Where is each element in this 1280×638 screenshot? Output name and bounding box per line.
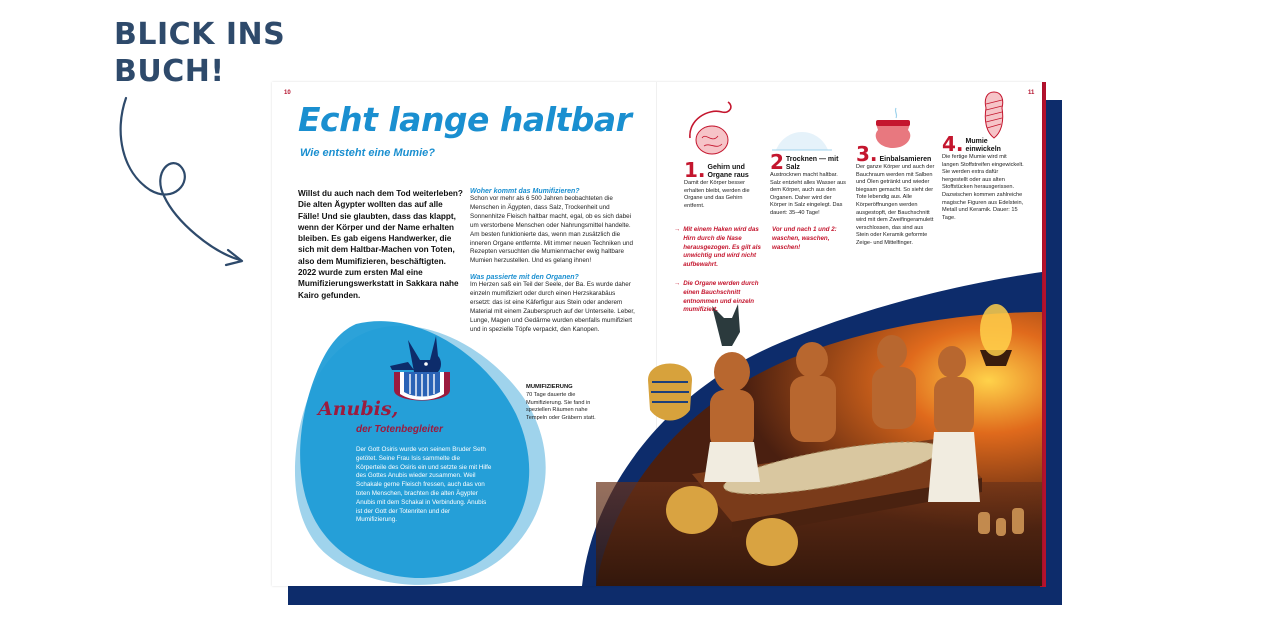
step-2-title: Trocknen — mit Salz (785, 156, 839, 171)
step-1-text: Damit der Körper besser erhalten bleibt, werden die Organe und das Gehirn entfernt. (684, 180, 750, 209)
brain-hook-icon (682, 98, 738, 158)
note-organs-text: Die Organe werden durch einen Bauchschnitt entnommen und einzeln mumifiziert. (683, 280, 759, 314)
illustration-panel (582, 242, 1042, 586)
intro-text: Willst du auch nach dem Tod weiterleben? Die alten Ägypter wollten das auf alle Fälle! Und sie glaubten, dass das klappt, wenn der Körper und der Name erhalten bleiben. Es gab eigens Handwerker, die sich mit dem Haltbar-Machen von Toten, also dem Mumifizieren, beschäftigten. 2022 wurde zum ersten Mal eine Mumifizierungswerkstatt in Sakkara nahe Kairo gefunden. (298, 189, 463, 300)
step-3 (856, 144, 936, 248)
section-text-organs: Im Herzen saß ein Teil der Seele, der Ba. Es wurde daher einzeln mumifiziert oder durch einen Herzskarabäus ersetzt: das ist eine Käferfigur aus Stein oder anderem Material mit einem Zauberspruch auf der Unterseite. Leber, Lunge, Magen und Gedärme wurden ebenfalls mumifiziert und in spezielle Töpfe verpackt, den Kanopen. (470, 281, 635, 333)
note-brain (674, 226, 764, 270)
caption-text: 70 Tage dauerte die Mumifizierung. Sie fand in speziellen Räumen nahe Tempeln oder Gräbern statt. (526, 392, 596, 421)
section-heading-organs: Was passierte mit den Organen? (470, 274, 579, 282)
note-organs (674, 280, 764, 315)
step-4-number: 4. (942, 132, 964, 156)
step-2 (770, 152, 846, 218)
step-1 (684, 160, 760, 210)
step-3-text: Der ganze Körper und auch der Bauchraum werden mit Salben und Ölen getränkt und wieder biegsam gemacht. So sieht der Tote lebendig aus. Alle Körperöffnungen werden ausgestopft, der Bauchschnitt wird mit dem Zweifingeramulett verschlossen, das sind aus Stein oder Keramik geformte Zeige- und Mittelfinger. (856, 164, 935, 246)
page-number-left: 10 (284, 90, 291, 96)
page-title: Echt lange haltbar (298, 100, 632, 139)
step-1-number: 1. (684, 158, 706, 182)
anubis-text: Der Gott Osiris wurde von seinem Bruder Seth getötet. Seine Frau Isis sammelte die Körperteile des Osiris ein und setzte sie mit Hilfe des Gottes Anubis wieder zusammen. Weil Schakale gerne Fleisch fressen, auch das von toten Menschen, brachten die alten Ägypter Anubis mit dem Schakal in Verbindung. Anubis ist der Gott der Totenriten und der Mumifizierung. (356, 446, 492, 524)
step-3-title: Einbalsamieren (879, 156, 932, 163)
page-number-right: 11 (1028, 90, 1035, 96)
step-4-text: Die fertige Mumie wird mit langen Stoffstreifen eingewickelt. Sie werden extra dafür hergestellt oder aus alten Stoffstücken herausgerissen. Dazwischen kommen zahlreiche magische Figuren aus Edelstein, Metall und Keramik. Dauer: 15 Tage. (942, 154, 1024, 221)
page-subtitle: Wie entsteht eine Mumie? (300, 147, 435, 159)
step-4 (942, 134, 1024, 222)
note-brain-text: Mit einem Haken wird das Hirn durch die Nase herausgezogen. Es gilt als unwichtig und wird nicht aufbewahrt. (683, 226, 761, 269)
step-3-number: 3. (856, 142, 878, 166)
section-text-origin: Schon vor mehr als 6 500 Jahren beobachteten die Menschen in Ägypten, dass Salz, Trockenheit und Sonnenhitze Fleisch haltbar macht, egal, ob es sich dabei um verstorbene Menschen oder Nahrungsmittel handelte. Am besten funktionierte das, wenn man zusätzlich die inneren Organe entfernte. Mit immer neuen Techniken und Rezepten versuchten die Mumienmacher ewig haltbare Mumien herzustellen. Und es gelang ihnen! (470, 195, 633, 265)
step-1-title: Gehirn und Organe raus (707, 164, 749, 179)
anubis-subtitle: der Totenbegleiter (356, 424, 443, 435)
book-spread (272, 82, 1042, 586)
step-2-text: Austrocknen macht haltbar. Salz entzieht alles Wasser aus dem Körper, auch aus den Organen. Daher wird der Körper in Salz eingelegt. Das dauert: 35–40 Tage! (770, 172, 846, 216)
step-4-title: Mumie einwickeln (965, 138, 1001, 153)
heading-line-2: BUCH! (114, 54, 225, 89)
arrow-right-icon: → (674, 226, 681, 233)
note-washing: Vor und nach 1 und 2: waschen, waschen, waschen! (772, 226, 837, 251)
curly-arrow-icon (112, 92, 252, 272)
wrapped-mummy-icon (982, 90, 1006, 140)
arrow-right-icon: → (674, 280, 681, 287)
blick-ins-buch-heading (114, 16, 314, 90)
heading-line-1: BLICK INS (114, 17, 286, 52)
anubis-title: Anubis, (318, 398, 399, 420)
step-2-number: 2 (770, 150, 784, 174)
caption-heading: MUMIFIZIERUNG (526, 384, 573, 390)
section-heading-origin: Woher kommt das Mumifizieren? (470, 188, 580, 195)
